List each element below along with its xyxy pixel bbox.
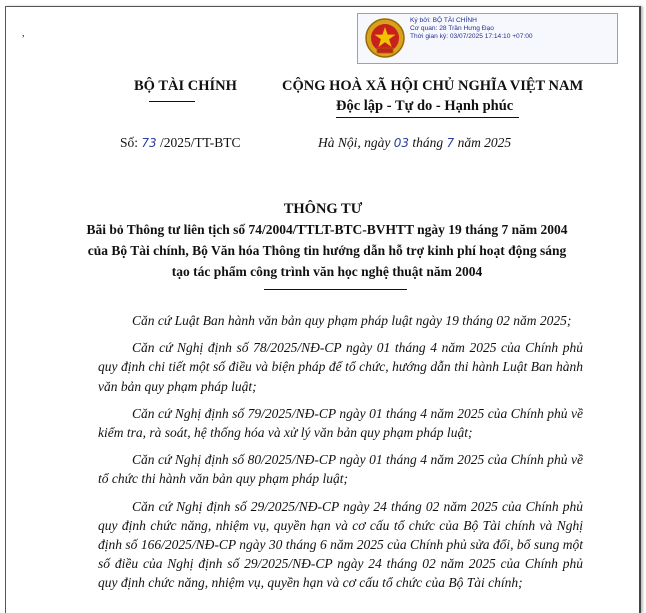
legal-basis-paragraph: Căn cứ Nghị định số 29/2025/NĐ-CP ngày 24 tháng 02 năm 2025 của Chính phủ quy định chức năng, nhiệm vụ, quyền hạn và cơ cấu tổ chức của Bộ Tài chính và Nghị định số 166/2025/NĐ-CP ngày 30 tháng 6 năm 2025 của Chính phủ sửa đổi, bổ sung một số điều của Nghị định số 29/2025/NĐ-CP ngày 24 tháng 02 năm 2025 của Chính phủ quy định chức năng, nhiệm vụ, quyền hạn và cơ cấu tổ chức của Bộ Tài chính; [98, 498, 583, 591]
place-date [318, 135, 511, 151]
date-prefix: Hà Nội, ngày [318, 135, 391, 150]
motto-underline [336, 117, 519, 118]
title-underline [264, 289, 407, 290]
handwritten-month: 7 [446, 136, 455, 150]
nation-name: CỘNG HOÀ XÃ HỘI CHỦ NGHĨA VIỆT NAM [282, 78, 584, 94]
handwritten-day: 03 [393, 136, 410, 150]
legal-basis-paragraph: Căn cứ Luật Ban hành văn bản quy phạm pháp luật ngày 19 tháng 02 năm 2025; [132, 313, 572, 328]
document-body [98, 311, 583, 601]
legal-basis-paragraph: Căn cứ Nghị định số 80/2025/NĐ-CP ngày 01 tháng 4 năm 2025 của Chính phủ về tổ chức thi hành văn bản quy phạm pháp luật; [98, 452, 583, 487]
signed-time-text: Thời gian ký: 03/07/2025 17:14:10 +07:00 [410, 33, 533, 41]
digital-signature-box[interactable] [357, 13, 618, 64]
handwritten-number: 73 [141, 136, 157, 150]
document-type: THÔNG TƯ [283, 201, 363, 217]
number-suffix: /2025/TT-BTC [160, 135, 241, 150]
legal-basis-paragraph: Căn cứ Nghị định số 79/2025/NĐ-CP ngày 01 tháng 4 năm 2025 của Chính phủ về kiểm tra, rà soát, hệ thống hóa và xử lý văn bản quy phạm pháp luật; [98, 405, 583, 441]
month-label: tháng [412, 135, 444, 150]
document-title: Bãi bỏ Thông tư liên tịch số 74/2004/TTLT-BTC-BVHTT ngày 19 tháng 7 năm 2004 của Bộ Tài chính, Bộ Văn hóa Thông tin hướng dẫn hỗ trợ kinh phí hoạt động sáng tạo tác phẩm công trình văn học nghệ thuật năm 2004 [86, 222, 568, 279]
ministry-underline [149, 101, 195, 102]
document-number [120, 135, 241, 151]
ministry-name: BỘ TÀI CHÍNH [134, 78, 237, 94]
year-label: năm 2025 [457, 135, 512, 150]
legal-basis-paragraph: Căn cứ Nghị định số 78/2025/NĐ-CP ngày 01 tháng 4 năm 2025 của Chính phủ quy định chi tiết một số điều và biện pháp để tổ chức, hướng dẫn thi hành Luật Ban hành văn bản quy phạm pháp luật; [98, 340, 583, 394]
signer-text: Ký bởi: BỘ TÀI CHÍNH [410, 17, 477, 24]
national-motto: Độc lập - Tự do - Hạnh phúc [336, 98, 514, 114]
state-emblem-icon [364, 17, 406, 59]
agency-text: Cơ quan: 28 Trần Hưng Đạo [410, 25, 494, 33]
scan-dot: , [22, 28, 25, 39]
number-prefix: Số: [120, 135, 139, 150]
